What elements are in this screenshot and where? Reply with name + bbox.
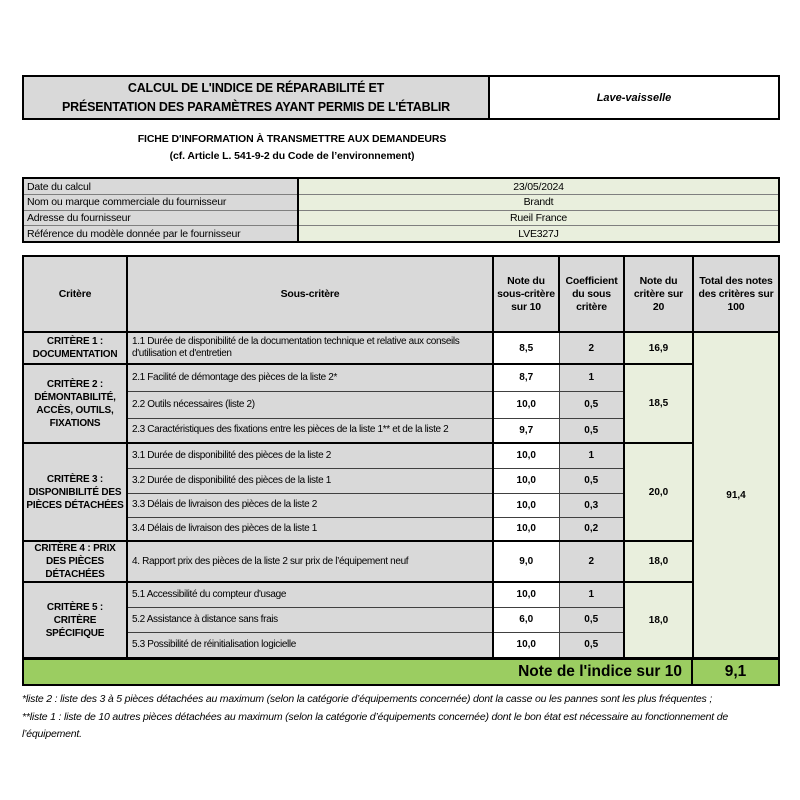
sub-criterion-label: 1.1 Durée de disponibilité de la documentation technique et relative aux conseils d'utilisation et d'entretien bbox=[127, 332, 493, 364]
sub-criterion-label: 4. Rapport prix des pièces de la liste 2 sur prix de l’équipement neuf bbox=[127, 541, 493, 582]
note10-value: 8,7 bbox=[493, 364, 559, 391]
table-row bbox=[23, 541, 779, 582]
info-label: Référence du modèle donnée par le fournisseur bbox=[24, 226, 298, 242]
sheet-content bbox=[22, 75, 780, 744]
sub-criterion-label: 3.1 Durée de disponibilité des pièces de la liste 2 bbox=[127, 443, 493, 468]
col-header-note20: Note du critère sur 20 bbox=[624, 256, 693, 332]
criterion-label: CRITÈRE 5 : CRITÈRE SPÉCIFIQUE bbox=[23, 582, 127, 658]
criteria-table bbox=[22, 255, 780, 659]
table-row bbox=[23, 443, 779, 468]
note10-value: 10,0 bbox=[493, 391, 559, 418]
document-title-line2: PRÉSENTATION DES PARAMÈTRES AYANT PERMIS DE L'ÉTABLIR bbox=[61, 99, 450, 114]
coefficient-value: 0,5 bbox=[559, 391, 624, 418]
note10-value: 10,0 bbox=[493, 517, 559, 541]
note20-value: 20,0 bbox=[624, 443, 693, 541]
criterion-label: CRITÈRE 1 : DOCUMENTATION bbox=[23, 332, 127, 364]
table-row bbox=[23, 582, 779, 607]
coefficient-value: 1 bbox=[559, 364, 624, 391]
info-value: LVE327J bbox=[298, 226, 778, 242]
document-title bbox=[24, 77, 490, 118]
sub-criterion-label: 5.3 Possibilité de réinitialisation logicielle bbox=[127, 632, 493, 658]
note10-value: 10,0 bbox=[493, 632, 559, 658]
info-value: 23/05/2024 bbox=[298, 179, 778, 195]
col-header-sous-critere: Sous-critère bbox=[127, 256, 493, 332]
sub-criterion-label: 3.2 Durée de disponibilité des pièces de la liste 1 bbox=[127, 468, 493, 493]
subtitle bbox=[22, 131, 562, 165]
note10-value: 6,0 bbox=[493, 607, 559, 632]
coefficient-value: 0,5 bbox=[559, 418, 624, 443]
note20-value: 18,0 bbox=[624, 541, 693, 582]
sub-criterion-label: 2.3 Caractéristiques des fixations entre les pièces de la liste 1** et de la liste 2 bbox=[127, 418, 493, 443]
criterion-label: CRITÈRE 4 : PRIX DES PIÈCES DÉTACHÉES bbox=[23, 541, 127, 582]
note20-value: 18,5 bbox=[624, 364, 693, 443]
note10-value: 10,0 bbox=[493, 582, 559, 607]
note10-value: 9,0 bbox=[493, 541, 559, 582]
coefficient-value: 2 bbox=[559, 541, 624, 582]
info-label: Adresse du fournisseur bbox=[24, 210, 298, 226]
note10-value: 10,0 bbox=[493, 468, 559, 493]
coefficient-value: 2 bbox=[559, 332, 624, 364]
info-label: Nom ou marque commerciale du fournisseur bbox=[24, 195, 298, 211]
info-row-address bbox=[24, 210, 778, 226]
sub-criterion-label: 5.2 Assistance à distance sans frais bbox=[127, 607, 493, 632]
sub-criterion-label: 2.2 Outils nécessaires (liste 2) bbox=[127, 391, 493, 418]
info-row-date bbox=[24, 179, 778, 195]
sub-criterion-label: 3.3 Délais de livraison des pièces de la liste 2 bbox=[127, 493, 493, 517]
info-value: Brandt bbox=[298, 195, 778, 211]
title-row bbox=[22, 75, 780, 120]
footnote-liste2: *liste 2 : liste des 3 à 5 pièces détachées au maximum (selon la catégorie d’équipements concernée) dont la casse ou les pannes sont les plus fréquentes ; bbox=[22, 693, 713, 705]
table-row bbox=[23, 364, 779, 391]
final-score-value: 9,1 bbox=[724, 663, 747, 680]
info-label: Date du calcul bbox=[24, 179, 298, 195]
subtitle-line2: (cf. Article L. 541-9-2 du Code de l’environnement) bbox=[169, 150, 415, 162]
final-score-band bbox=[22, 659, 780, 686]
note20-value: 18,0 bbox=[624, 582, 693, 658]
info-value: Rueil France bbox=[298, 210, 778, 226]
col-header-note10: Note du sous-critère sur 10 bbox=[493, 256, 559, 332]
coefficient-value: 0,5 bbox=[559, 468, 624, 493]
criterion-label: CRITÈRE 2 : DÉMONTABILITÉ, ACCÈS, OUTILS, FIXATIONS bbox=[23, 364, 127, 443]
note20-value: 16,9 bbox=[624, 332, 693, 364]
note10-value: 8,5 bbox=[493, 332, 559, 364]
footnotes bbox=[22, 691, 779, 744]
coefficient-value: 0,3 bbox=[559, 493, 624, 517]
product-type-box bbox=[490, 77, 778, 118]
document-title-line1: CALCUL DE L'INDICE DE RÉPARABILITÉ ET bbox=[127, 80, 385, 95]
info-row-model-ref bbox=[24, 226, 778, 242]
coefficient-value: 0,2 bbox=[559, 517, 624, 541]
coefficient-value: 1 bbox=[559, 582, 624, 607]
sub-criterion-label: 5.1 Accessibilité du compteur d'usage bbox=[127, 582, 493, 607]
col-header-critere: Critère bbox=[23, 256, 127, 332]
sub-criterion-label: 2.1 Facilité de démontage des pièces de la liste 2* bbox=[127, 364, 493, 391]
footnote-liste1: **liste 1 : liste de 10 autres pièces détachées au maximum (selon la catégorie d’équipements concernée) dont le bon état est nécessaire au fonctionnement de l’équipement. bbox=[22, 710, 728, 740]
product-type-label: Lave-vaisselle bbox=[596, 91, 672, 104]
note10-value: 9,7 bbox=[493, 418, 559, 443]
note10-value: 10,0 bbox=[493, 493, 559, 517]
note10-value: 10,0 bbox=[493, 443, 559, 468]
col-header-coefficient: Coefficient du sous critère bbox=[559, 256, 624, 332]
coefficient-value: 1 bbox=[559, 443, 624, 468]
criteria-table-header bbox=[23, 256, 779, 332]
sub-criterion-label: 3.4 Délais de livraison des pièces de la liste 1 bbox=[127, 517, 493, 541]
info-row-brand bbox=[24, 195, 778, 211]
table-row bbox=[23, 332, 779, 364]
col-header-total100: Total des notes des critères sur 100 bbox=[693, 256, 779, 332]
coefficient-value: 0,5 bbox=[559, 607, 624, 632]
final-score-label: Note de l'indice sur 10 bbox=[24, 660, 693, 684]
supplier-info-table bbox=[22, 177, 780, 243]
total100-value: 91,4 bbox=[693, 332, 779, 658]
coefficient-value: 0,5 bbox=[559, 632, 624, 658]
subtitle-line1: FICHE D'INFORMATION À TRANSMETTRE AUX DEMANDEURS bbox=[137, 133, 447, 145]
criterion-label: CRITÈRE 3 : DISPONIBILITÉ DES PIÈCES DÉTACHÉES bbox=[23, 443, 127, 541]
